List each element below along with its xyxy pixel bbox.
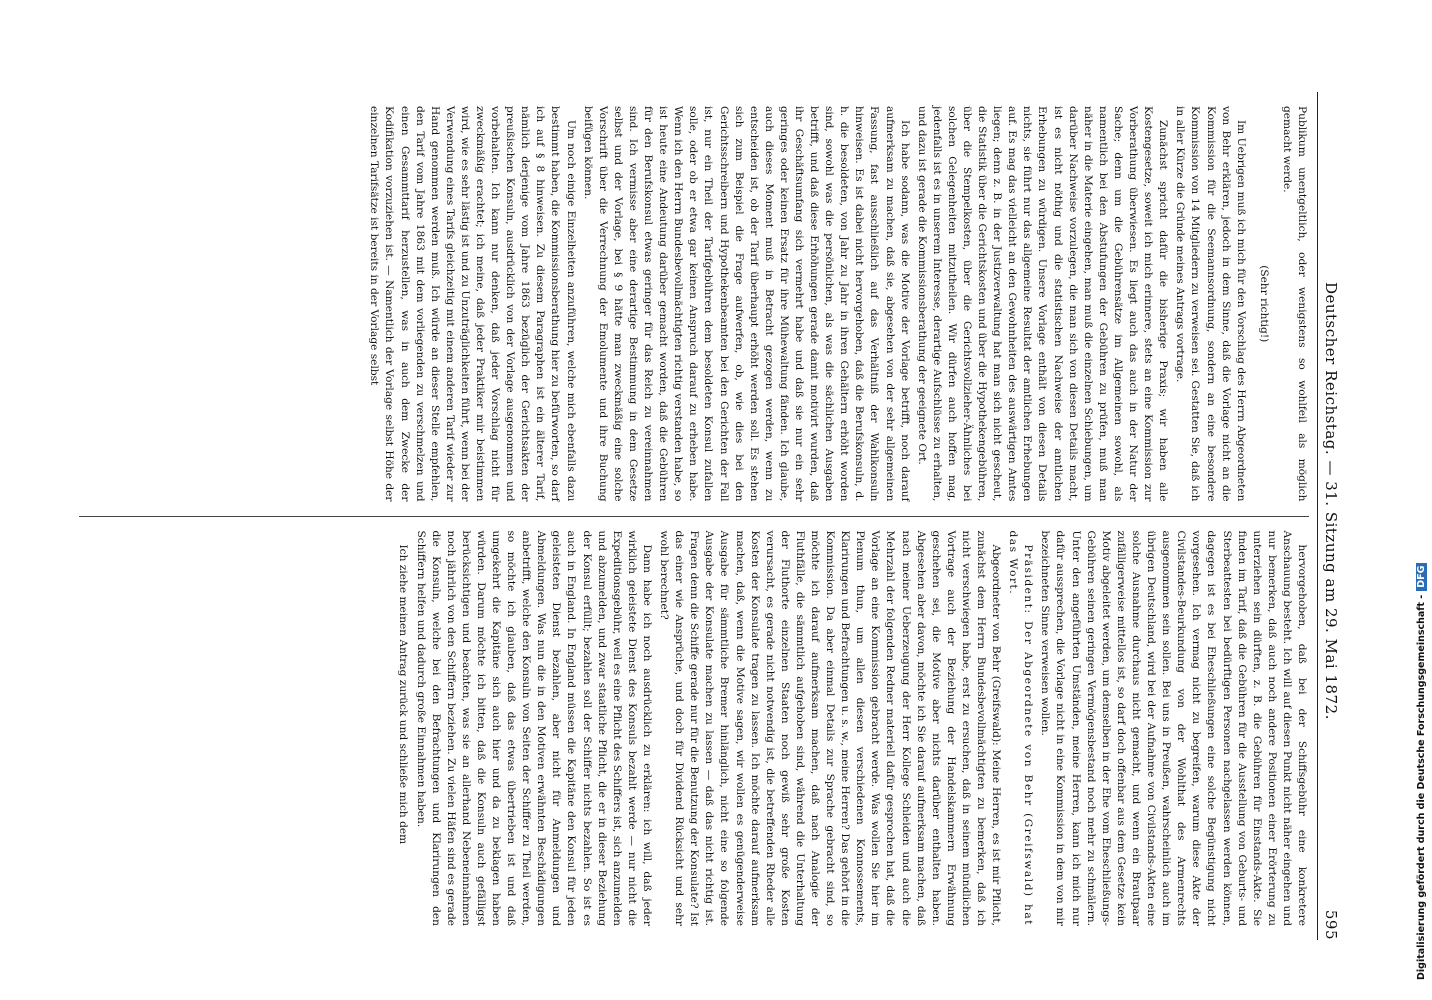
text-paragraph: Zunächst spricht dafür die bisherige Praxis; wir haben alle Kostengesetze, soweit ich mich erinnere, stets an eine Kommission zur Vorberathung überwiesen. Es liegt auch das auch in der Natur der Sache; denn um die Gebührensätze im Allgemeinen sowohl, als namentlich bei den Abstufungen der Gebühren zu prüfen, muß man näher in die Materie eingehen, man muß die einzelnen Schiebungen, um darüber Nachweise vorzulegen, die man sich von diesen Details macht, ist es nicht nöthig und die statistischen Nachweise der amtlichen Erhebungen zu würdigen. Unsere Vorlage enthält von diesen Details nichts, sie führt nur das allgemeine Resultat der amtlichen Erhebungen auf. Es mag das vielleicht an den Gewohnheiten des auswärtigen Amtes liegen; denn z. B. in der Justizverwaltung hat man sich nicht gescheut, die Statistik über die Gerichtskosten und über die Hypothekengebühren, über die Stempelkosten, über die Gerichtsvollzieher-Ähnliches bei solchen Gelegenheiten mitzutheilen. Wir dürfen auch hoffen mag, jedenfalls ist es in unserem Interesse, derartige Aufschlüsse zu erhalten, und dazu ist gerade die Kommissionsberathung der geeignete Ort. (915, 106, 1170, 502)
dfg-logo: DFG (1416, 563, 1427, 591)
text-paragraph: Ich ziehe meinen Antrag zurück und schließe mich dem (397, 544, 410, 845)
text-paragraph: Dann habe ich noch ausdrücklich zu erklären: ich will, daß jeder wirklich geleistete Dienst des Konsuls bezahlt werde — nur nicht die Expeditionsgebühr, weil es eine Pflicht des Schiffers ist, sich anzumelden und abzumelden, und zwar staatliche Pflicht, die er in dieser Beziehung der Konsul erfüllt; bezahlen soll der Schiffer nichts bezahlen. So ist es auch in England. In England müssen die Kapitäne den Konsul für jeden geleisteten Dienst bezahlen, aber nicht für Anmeldungen und Abmeldungen. Was nun die in den Motiven erwähnten Beschädigungen anbetrifft, welche den Konsuln von Seiten der Schiffer zu Theil werden, so möchte ich glauben, daß das etwas übertrieben ist und daß umgekehrt die Kapitäne sich auch hier und da zu beklagen haben würden. Darum möchte ich bitten, daß die Konsuln auch gefälligst berücksichtigen und beachten, was sie an allerhand Nebeneinnahmen noch jährlich von den Schiffern beziehen. Zu vielen Häfen sind es gerade die Konsuln, welche bei den Befrachtungen und Klarirungen den Schiffern helfen und dadurch große Einnahmen haben. (414, 530, 653, 926)
header-title: Deutscher Reichstag. — 31. Sitzung am 29. Mai 1872. (1322, 281, 1340, 720)
text-paragraph: Um noch einige Einzelheiten anzuführen, welche mich ebenfalls dazu bestimmt haben, die Kommissionsberathung hier zu befürworten, so darf ich auf § 8 hinweisen. Zu diesem Paragraphen ist ein älterer Tarif, nämlich derjenige vom Jahre 1863 bezüglich der Gerichtsakten der preußischen Konsuln, ausdrücklich von der Vorlage ausgenommen und vorbehalten. Ich kann nur denken, daß jeder Vorschlag nicht für zweckmäßig erachtet; ich meine, daß jeder Praktiker mir beistimmen wird, wie es sehr lästig ist und zu Unzuträglichkeiten führt, wenn bei der Verwendung eines Tarifs gleichzeitig mit einem anderen Tarif wieder zur Hand genommen werden muß. Ich würde an dieser Stelle empfehlen, den Tarif vom Jahre 1863 mit dem vorliegenden zu verschmelzen und einen Gesammttarif herzustellen, was in auch dem Zwecke der Kodifikation vorzuziehen ist. — Namentlich der Vorlage selbst Höhe der einzelnen Tarifsätze ist bereits in der Vorlage selbst (368, 106, 577, 502)
text-paragraph: Publikum unentgeltlich, oder wenigstens so wohlfeil als möglich gemacht werde. (1280, 106, 1308, 502)
text-paragraph: Abgeordneter von Behr (Greifswald): Meine Herren, es ist mir Pflicht, zunächst dem Herrn Bundesbevollmächtigten zu bemerken, daß ich nicht verschwiegen habe, erst zu ersuchen, daß in seinem mündlichen Vortrage auch der Beziehung der Handelskammern Erwähnung geschehen sei, die Motive aber nichts darüber enthalten haben. Abgesehen aber davon, möchte ich Sie darauf aufmerksam machen, daß nach meiner Ueberzeugung der Herr Kollege Schleiden und auch die Mehrzahl der folgenden Redner materiell dafür gesprochen hat, daß die Vorlage an eine Kommission gebracht werde. Was wollen Sie hier im Plenum thun, um allen diesen verschiedenen Konnossements, Klarirungen und Befrachtungen u. s. w., meine Herren? Das gehört in die Kommission. Da aber einmal Details zur Sprache gebracht sind, so möchte ich darauf aufmerksam machen, daß nach Analogie der Fluthfälle, die sämmtlich aufgehoben sind, während die Unterhaltung der Fluthorte einzelnen Staaten noch gewiß sehr große Kosten verursacht, es gerade nicht notwendig ist, die betreffenden Rheder alle Kosten der Konsulate tragen zu lassen. Ich möchte darauf aufmerksam machen, daß, wenn die Motive sagen, wir wollen es genügenderweise Ausgabe für sämmtliche Bremer hinlänglich, nicht eine so folgende Ausgabe der Konsulate machen zu lassen — daß das nicht richtig ist. Fragen denn die Schiffe gerade nur für die Benutzung der Konsulate? Ist das einer wie Ansprüche, und doch für Dividend Rücksicht und sehr wohl berechnet? (658, 530, 1003, 926)
text-paragraph: Ich habe sodann, was die Motive der Vorlage betrifft, noch darauf aufmerksam zu machen, daß sie, abgesehen von der sehr allgemeinen Fassung, fast ausschließlich auf das Verhältniß der Wahlkonsuln hinweisen. Es ist dabei nicht hervorgehoben, daß die Berufskonsuln, d. h. die besoldeten, von Jahr zu Jahr in ihren Gehältern erhöht worden sind, sowohl was die persönlichen, als was die sächlichen Ausgaben betrifft, und daß diese Erhöhungen gerade damit motivirt wurden, daß ihr Geschäftsumfang sich vermehrt habe und daß sie nur ein sehr geringes oder keinen Ersatz für ihre Mühewaltung fänden. Ich glaube, auch dieses Moment muß in Betracht gezogen werden, wenn zu entscheiden ist, ob der Tarif überhaupt erhöht werden soll. Es stehen sich zum Beispiel die Frage aufwerfen, ob, wie dies bei den Gerichtsschreibern und Hypothekenbeamten bei den Gerichten der Fall ist, nur ein Theil der Tarifgebühren dem besoldeten Konsul zufallen solle, oder ob er etwa gar keinen Anspruch darauf zu erheben habe. Wenn ich den Herrn Bundesbevollmächtigten richtig verstanden habe, so ist heute eine Andeutung darüber gemacht worden, daß die Gebühren für den Berufskonsul etwas geringer für das Reich zu vereinnahmen sind. Ich vermisse aber eine derartige Bestimmung in dem Gesetze selbst und der Vorlage, bei § 9 hätte man zweckmäßig eine solche Vorschrift über die Verrechnung der Emolumente und ihre Buchung beifügen können. (581, 106, 911, 502)
column-left (79, 92, 1309, 516)
text-columns (79, 92, 1309, 940)
speaker-paragraph: Präsident: Der Abgeordnete von Behr (Greifswald) hat das Wort. (1007, 530, 1035, 926)
page-header (1317, 92, 1340, 940)
watermark-text: Digitalisierung gefördert durch die Deutsche Forschungsgemeinschaft - (1416, 594, 1427, 980)
column-right (79, 516, 1309, 941)
page-number: 595 (1322, 909, 1340, 940)
dfg-watermark (1416, 563, 1427, 980)
text-paragraph: Im Uebrigen muß ich mich für den Vorschlag des Herrn Abgeordneten von Behr erklären, jedoch in dem Sinne, daß die Vorlage nicht an die Kommission für die Seemannsordnung, sondern an eine besondere Kommission von 14 Mitgliedern zu verweisen sei. Gestatten Sie, daß ich in aller Kürze die Gründe meines Antrags vortrage. (1174, 106, 1247, 502)
text-paragraph: hervorgehoben, daß bei der Schiffsgebühr eine konkretere Anschauung besteht. Ich will auf diesen Punkt nicht näher eingehen und nur bemerken, daß auch noch andere Positionen einer Erörterung zu unterziehen sein dürften, z. B. die Gebühren für Einstands-Akte. Sie finden im Tarif, daß die Gebühren für die Ausstellung von Geburts- und Sterbeattesten bei bedürftigen Personen nachgelassen werden können, dagegen ist es bei Eheschließungen eine solche Begünstigung nicht vorgesehen. Ich vermag nicht zu begreifen, warum diese Akte der Civilstandes-Beurkundung von der Wohlthat des Armenrechts ausgenommen sein sollen. Bei uns in Preußen, wahrscheinlich auch im übrigen Deutschland, wird bei der Aufnahme von Civilstands-Akten eine solche Ausnahme durchaus nicht gemacht, und wenn ein Brautpaar zufälligerweise mittellos ist, so darf doch offenbar aus dem Gesetze kein Motiv abgeleitet werden, um demselben in der Ehe vom Eheschließungs-Gebühren seinen geringen Vermögensbestand noch mehr zu schmälern. Unter den angeführten Umständen, meine Herren, kann ich mich nur dafür aussprechen, die Vorlage nicht in eine Kommission in dem von mir bezeichneten Sinne verweisen wollen. (1039, 530, 1308, 926)
text-paragraph: (Sehr richtig!) (1257, 265, 1270, 343)
